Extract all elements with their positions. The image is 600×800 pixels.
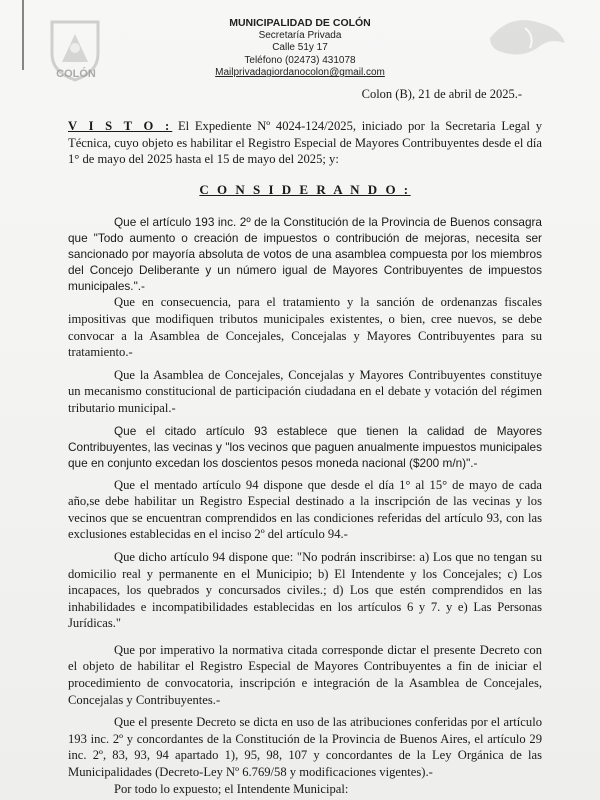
phone: Teléfono (02473) 431078 [244, 54, 356, 66]
document-date: Colon (B), 21 de abril de 2025.- [361, 87, 522, 101]
paragraph: Que el artículo 193 inc. 2º de la Constitución de la Provincia de Buenos consagra que "Todo aumento o creación de impuestos o contribución de mejoras, necesita ser sancionado por mayoría absoluta de votos de una asamblea compuesta por los miembros del Concejo Deliberante y un número igual de Mayores Contribuyentes de impuestos municipales.".- [68, 215, 542, 294]
municipality-emblem-icon [470, 8, 580, 78]
visto-label: V I S T O : [68, 119, 173, 133]
paragraph: Que dicho artículo 94 dispone que: "No podrán inscribirse: a) Los que no tengan su domicilio real y permanente en el Municipio; b) El Intendente y los Concejales; c) Los incapaces, los quebrados y concursados civiles.; d) Los que estén comprendidos en las inhabilidades e incompatibilidades establecidas en los artículos 6 y 7. y e) Las Personas Jurídicas." [68, 549, 542, 631]
paragraph: Que la Asamblea de Concejales, Concejalas y Mayores Contribuyentes constituye un mecanismo constitucional de participación ciudadana en el debate y votación del régimen tributario municipal.- [68, 367, 542, 415]
considerando-heading: C O N S I D E R A N D O : [199, 181, 411, 197]
paragraph: Que en consecuencia, para el tratamiento y la sanción de ordenanzas fiscales impositivas que modifiquen tributos municipales existentes, o bien, cree nuevos, se debe convocar a la Asamblea de Concejales, Concejalas y Mayores Contribuyentes para su tratamiento.- [68, 295, 542, 360]
paragraph: Que por imperativo la normativa citada corresponde dictar el presente Decreto con el objeto de habilitar el Registro Especial de Mayores Contribuyentes a fin de iniciar el procedimiento de convocatoria, inscripción e integración de la Asamblea de Concejales, Concejalas y Contribuyentes.- [68, 642, 542, 707]
paragraph: Que el presente Decreto se dicta en uso de las atribuciones conferidas por el artículo 193 inc. 2º y concordantes de la Constitución de la Provincia de Buenos Aires, el artículo 29 inc. 2º, 83, 93, 94 apartado 1), 95, 98, 107 y concordantes de la Ley Orgánica de las Municipalidades (Decreto-Ley Nº 6.769/58 y modificaciones vigentes).- [68, 715, 542, 780]
paragraph: Que el mentado artículo 94 dispone que desde el día 1° al 15° de mayo de cada año,se debe habilitar un Registro Especial destinado a la inscripción de las vecinas y los vecinos que se encuentran comprendidos en las condiciones referidas del artículo 93, con las exclusiones establecidas en el inciso 2º del artículo 94.- [68, 477, 542, 542]
organization-name: MUNICIPALIDAD DE COLÓN [229, 17, 371, 29]
address: Calle 51y 17 [272, 42, 328, 53]
office-name: Secretaría Privada [258, 29, 342, 41]
document-body [68, 118, 542, 797]
visto-text: El Expediente Nº 4024-124/2025, iniciado por la Secretaria Legal y Técnica, cuyo objeto es habilitar el Registro Especial de Mayores Contribuyentes desde el día 1° de mayo del 2025 hasta el 15 de mayo del 2025; y: [68, 119, 542, 167]
logo-left-text: COLÓN [56, 68, 96, 80]
paragraph: Por todo lo expuesto; el Intendente Municipal: [114, 781, 349, 796]
page-crease [22, 0, 24, 70]
paragraph: Que el citado artículo 93 establece que tienen la calidad de Mayores Contribuyentes, las vecinas y "los vecinos que paguen anualmente impuestos municipales que en conjunto excedan los doscientos pesos moneda nacional ($200 m/n)".- [68, 423, 542, 470]
email-link[interactable]: Mailprivadagiordanocolon@gmail.com [215, 67, 385, 78]
visto-paragraph [68, 118, 542, 168]
letterhead [150, 17, 450, 80]
